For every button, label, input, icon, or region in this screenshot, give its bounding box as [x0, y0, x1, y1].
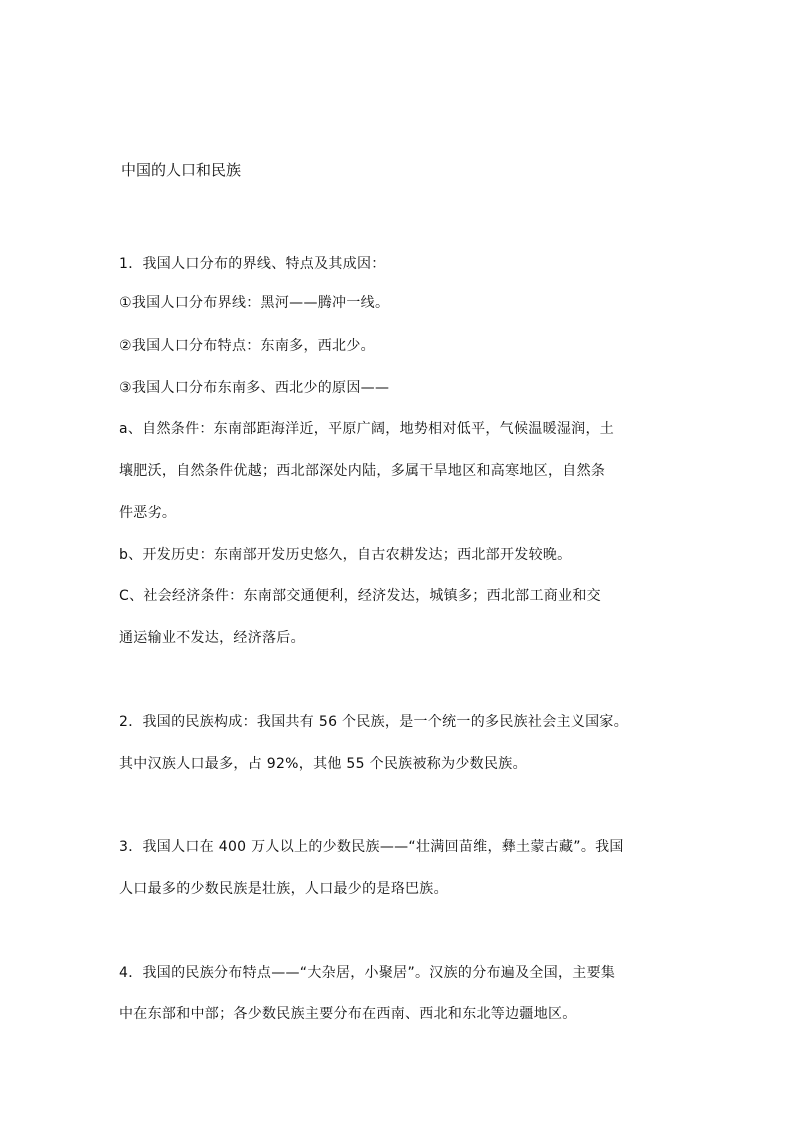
section-1-heading: 1．我国人口分布的界线、特点及其成因：: [119, 256, 386, 272]
social-economic-line-2: 通运输业不发达，经济落后。: [119, 630, 305, 646]
population-boundary-line: ①我国人口分布界线：黑河——腾冲一线。: [119, 295, 390, 311]
natural-conditions-line-2: 壤肥沃，自然条件优越；西北部深处内陆，多属干旱地区和高寒地区，自然条: [119, 463, 606, 479]
ethnic-composition-line-2: 其中汉族人口最多，占 92%，其他 55 个民族被称为少数民族。: [119, 756, 527, 772]
ethnic-distribution-line-2: 中在东部和中部；各少数民族主要分布在西南、西北和东北等边疆地区。: [119, 1006, 577, 1022]
minority-population-line-1: 3．我国人口在 400 万人以上的少数民族——“壮满回苗维，彝土蒙古藏”。我国: [119, 839, 624, 855]
minority-population-line-2: 人口最多的少数民族是壮族，人口最少的是珞巴族。: [119, 881, 448, 897]
ethnic-distribution-line-1: 4．我国的民族分布特点——“大杂居，小聚居”。汉族的分布遍及全国，主要集: [119, 965, 616, 981]
natural-conditions-line-1: a、自然条件：东南部距海洋近，平原广阔，地势相对低平，气候温暖湿润，土: [119, 421, 615, 437]
document-title: 中国的人口和民族: [121, 161, 242, 179]
social-economic-line-1: C、社会经济条件：东南部交通便利，经济发达，城镇多；西北部工商业和交: [119, 588, 601, 604]
population-distribution-reason-heading: ③我国人口分布东南多、西北少的原因——: [119, 380, 390, 396]
population-distribution-feature: ②我国人口分布特点：东南多，西北少。: [119, 338, 375, 354]
ethnic-composition-line-1: 2．我国的民族构成：我国共有 56 个民族，是一个统一的多民族社会主义国家。: [119, 714, 629, 730]
natural-conditions-line-3: 件恶劣。: [119, 505, 177, 521]
development-history-line: b、开发历史：东南部开发历史悠久，自古农耕发达；西北部开发较晚。: [119, 547, 572, 563]
